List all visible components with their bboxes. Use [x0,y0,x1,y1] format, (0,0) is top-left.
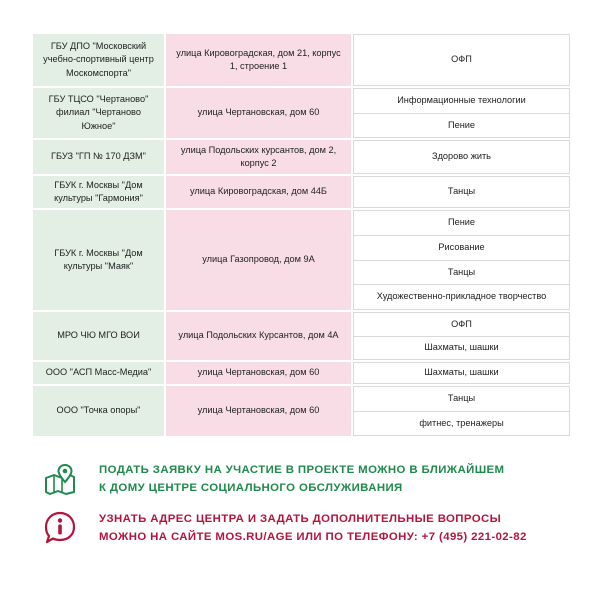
activities-cell [353,210,570,310]
table-row [33,176,570,210]
org-cell: ГБУ ТЦСО "Чертаново" филиал "Чертаново Южное" [33,88,166,138]
activity-item: Пение [353,114,570,139]
activities-cell [353,362,570,384]
table-row [33,140,570,176]
address-cell: улица Кировоградская, дом 44Б [166,176,353,208]
activities-cell [353,386,570,436]
address-cell: улица Подольских курсантов, дом 2, корпус 2 [166,140,353,174]
learn-text-line1: УЗНАТЬ АДРЕС ЦЕНТРА И ЗАДАТЬ ДОПОЛНИТЕЛЬНЫЕ ВОПРОСЫ [99,513,502,525]
address-cell: улица Чертановская, дом 60 [166,362,353,384]
table-row [33,362,570,386]
org-cell: ГБУК г. Москвы "Дом культуры "Маяк" [33,210,166,310]
activity-item: Танцы [353,386,570,412]
address-cell: улица Чертановская, дом 60 [166,386,353,436]
learn-info [43,511,527,546]
org-cell: ГБУК г. Москвы "Дом культуры "Гармония" [33,176,166,208]
learn-text-line2: МОЖНО НА САЙТЕ MOS.RU/AGE ИЛИ ПО ТЕЛЕФОНУ: +7 (495) 221-02-82 [99,530,527,543]
apply-text-line1: ПОДАТЬ ЗАЯВКУ НА УЧАСТИЕ В ПРОЕКТЕ МОЖНО В БЛИЖАЙШЕМ [99,464,505,476]
table-row [33,312,570,362]
activity-item: ОФП [353,312,570,337]
activity-item: Здорово жить [353,140,570,174]
activity-item: Художественно-прикладное творчество [353,285,570,310]
activities-cell [353,34,570,86]
activity-item: Рисование [353,236,570,261]
activity-item: Пение [353,210,570,236]
info-icon [43,511,77,545]
address-cell: улица Кировоградская, дом 21, корпус 1, строение 1 [166,34,353,86]
activity-item: фитнес, тренажеры [353,412,570,437]
address-cell: улица Чертановская, дом 60 [166,88,353,138]
map-pin-icon [43,462,77,496]
activity-item: Информационные технологии [353,88,570,114]
activities-cell [353,140,570,174]
address-cell: улица Газопровод, дом 9А [166,210,353,310]
activity-item: Танцы [353,176,570,208]
centers-table [33,34,570,438]
table-row [33,210,570,312]
org-cell: ГБУЗ "ГП № 170 ДЗМ" [33,140,166,174]
activity-item: Танцы [353,261,570,286]
table-row [33,34,570,88]
org-cell: ГБУ ДПО "Московский учебно-спортивный центр Москомспорта" [33,34,166,86]
org-cell: ООО "Точка опоры" [33,386,166,436]
table-row [33,88,570,140]
apply-text-line2: К ДОМУ ЦЕНТРЕ СОЦИАЛЬНОГО ОБСЛУЖИВАНИЯ [99,481,403,494]
table-row [33,386,570,438]
apply-info [43,462,504,497]
address-cell: улица Подольских Курсантов, дом 4А [166,312,353,360]
activity-item: Шахматы, шашки [353,362,570,384]
activities-cell [353,312,570,360]
activities-cell [353,88,570,138]
org-cell: МРО ЧЮ МГО ВОИ [33,312,166,360]
org-cell: ООО "АСП Масс-Медиа" [33,362,166,384]
activities-cell [353,176,570,208]
activity-item: ОФП [353,34,570,86]
activity-item: Шахматы, шашки [353,337,570,361]
